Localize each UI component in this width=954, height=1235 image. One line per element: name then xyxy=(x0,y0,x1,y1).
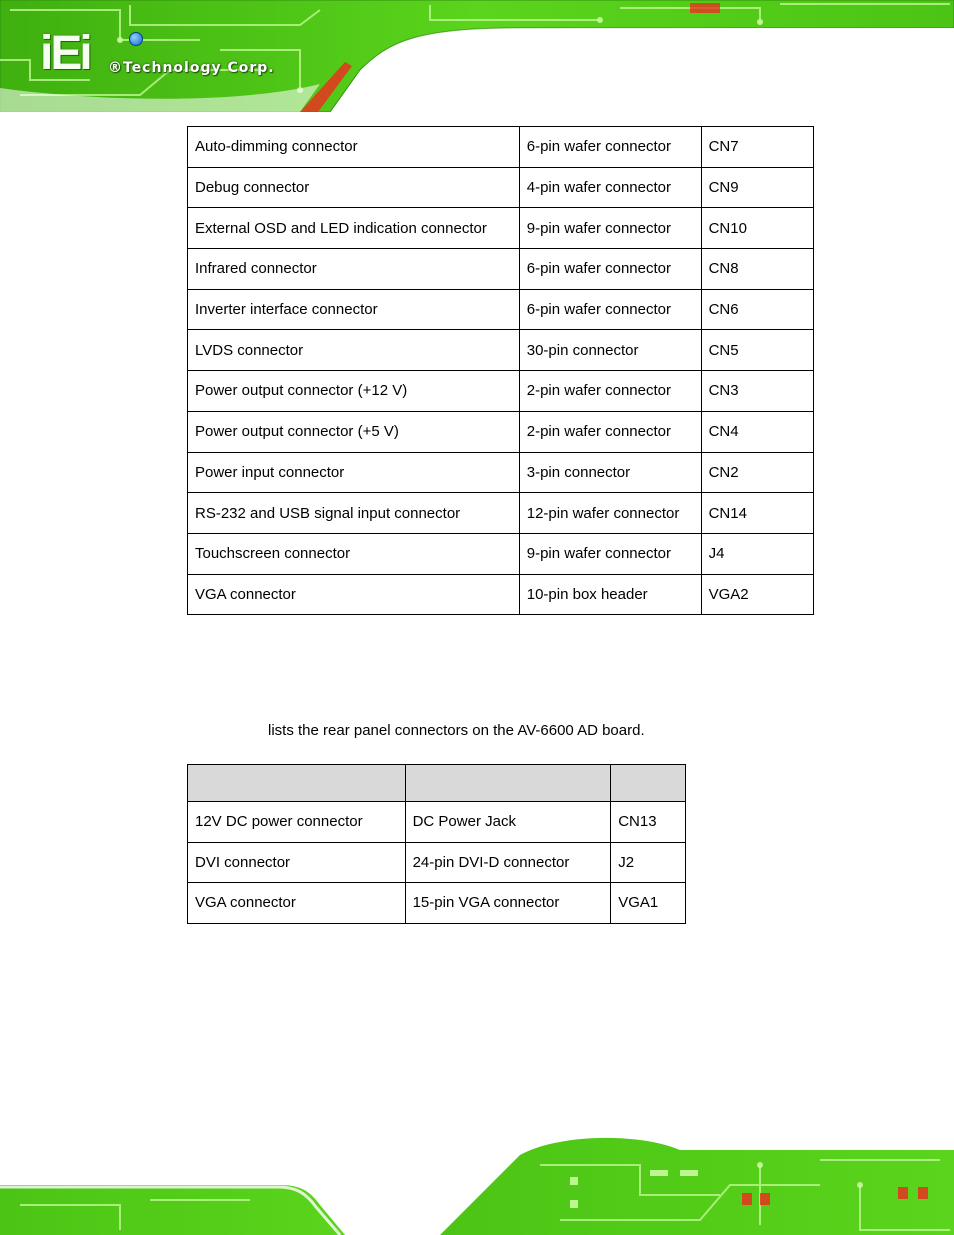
table-row xyxy=(188,411,814,452)
connector-type-cell: 9-pin wafer connector xyxy=(519,208,701,249)
table-header-row xyxy=(188,765,686,802)
connector-label-cell: CN14 xyxy=(701,493,813,534)
table-row xyxy=(188,330,814,371)
connector-label-cell: CN13 xyxy=(611,802,686,843)
connector-type-cell: 30-pin connector xyxy=(519,330,701,371)
connector-label-cell: CN7 xyxy=(701,127,813,168)
footer-banner xyxy=(0,1125,954,1235)
header-banner xyxy=(0,0,954,112)
table-row xyxy=(188,371,814,412)
connector-name-cell: Auto-dimming connector xyxy=(188,127,520,168)
connector-name-cell: Touchscreen connector xyxy=(188,533,520,574)
connector-type-cell: 6-pin wafer connector xyxy=(519,127,701,168)
table-row xyxy=(188,574,814,615)
connector-label-cell: CN3 xyxy=(701,371,813,412)
logo-dot-icon xyxy=(129,32,143,46)
rear-connectors-caption: lists the rear panel connectors on the AV-6600 AD board. xyxy=(268,722,645,739)
connector-label-cell: CN9 xyxy=(701,167,813,208)
connector-label-cell: CN2 xyxy=(701,452,813,493)
header-cell xyxy=(611,765,686,802)
connector-label-cell: J2 xyxy=(611,842,686,883)
table-row xyxy=(188,802,686,843)
connector-type-cell: 2-pin wafer connector xyxy=(519,411,701,452)
connector-name-cell: Power output connector (+12 V) xyxy=(188,371,520,412)
circuit-board-header-graphic xyxy=(0,0,954,112)
table-row xyxy=(188,842,686,883)
connector-type-cell: 2-pin wafer connector xyxy=(519,371,701,412)
table-row xyxy=(188,883,686,924)
connector-label-cell: VGA2 xyxy=(701,574,813,615)
connector-name-cell: Inverter interface connector xyxy=(188,289,520,330)
internal-connectors-table xyxy=(187,126,814,615)
connector-name-cell: Power input connector xyxy=(188,452,520,493)
header-cell xyxy=(188,765,406,802)
connector-label-cell: CN4 xyxy=(701,411,813,452)
connector-name-cell: External OSD and LED indication connector xyxy=(188,208,520,249)
connector-type-cell: 12-pin wafer connector xyxy=(519,493,701,534)
table-row xyxy=(188,493,814,534)
connector-label-cell: VGA1 xyxy=(611,883,686,924)
connector-label-cell: CN5 xyxy=(701,330,813,371)
connector-label-cell: CN6 xyxy=(701,289,813,330)
logo-mark: iEi xyxy=(40,27,90,80)
connector-name-cell: DVI connector xyxy=(188,842,406,883)
connector-label-cell: J4 xyxy=(701,533,813,574)
connector-name-cell: LVDS connector xyxy=(188,330,520,371)
connector-type-cell: 15-pin VGA connector xyxy=(405,883,611,924)
connector-type-cell: 3-pin connector xyxy=(519,452,701,493)
connector-name-cell: RS-232 and USB signal input connector xyxy=(188,493,520,534)
connector-type-cell: 6-pin wafer connector xyxy=(519,289,701,330)
logo-text: ®Technology Corp. xyxy=(108,60,275,76)
connector-name-cell: Debug connector xyxy=(188,167,520,208)
connector-name-cell: VGA connector xyxy=(188,574,520,615)
connector-name-cell: 12V DC power connector xyxy=(188,802,406,843)
connector-type-cell: 4-pin wafer connector xyxy=(519,167,701,208)
connector-name-cell: Infrared connector xyxy=(188,249,520,290)
connector-type-cell: DC Power Jack xyxy=(405,802,611,843)
connector-type-cell: 24-pin DVI-D connector xyxy=(405,842,611,883)
table-row xyxy=(188,208,814,249)
table-row xyxy=(188,289,814,330)
table-row xyxy=(188,533,814,574)
connector-type-cell: 10-pin box header xyxy=(519,574,701,615)
circuit-board-footer-graphic xyxy=(0,1125,954,1235)
connector-name-cell: Power output connector (+5 V) xyxy=(188,411,520,452)
connector-type-cell: 6-pin wafer connector xyxy=(519,249,701,290)
connector-type-cell: 9-pin wafer connector xyxy=(519,533,701,574)
connector-label-cell: CN8 xyxy=(701,249,813,290)
table-row xyxy=(188,249,814,290)
connector-name-cell: VGA connector xyxy=(188,883,406,924)
connector-label-cell: CN10 xyxy=(701,208,813,249)
header-cell xyxy=(405,765,611,802)
rear-panel-connectors-table xyxy=(187,764,686,924)
table-row xyxy=(188,167,814,208)
table-row xyxy=(188,452,814,493)
table-row xyxy=(188,127,814,168)
